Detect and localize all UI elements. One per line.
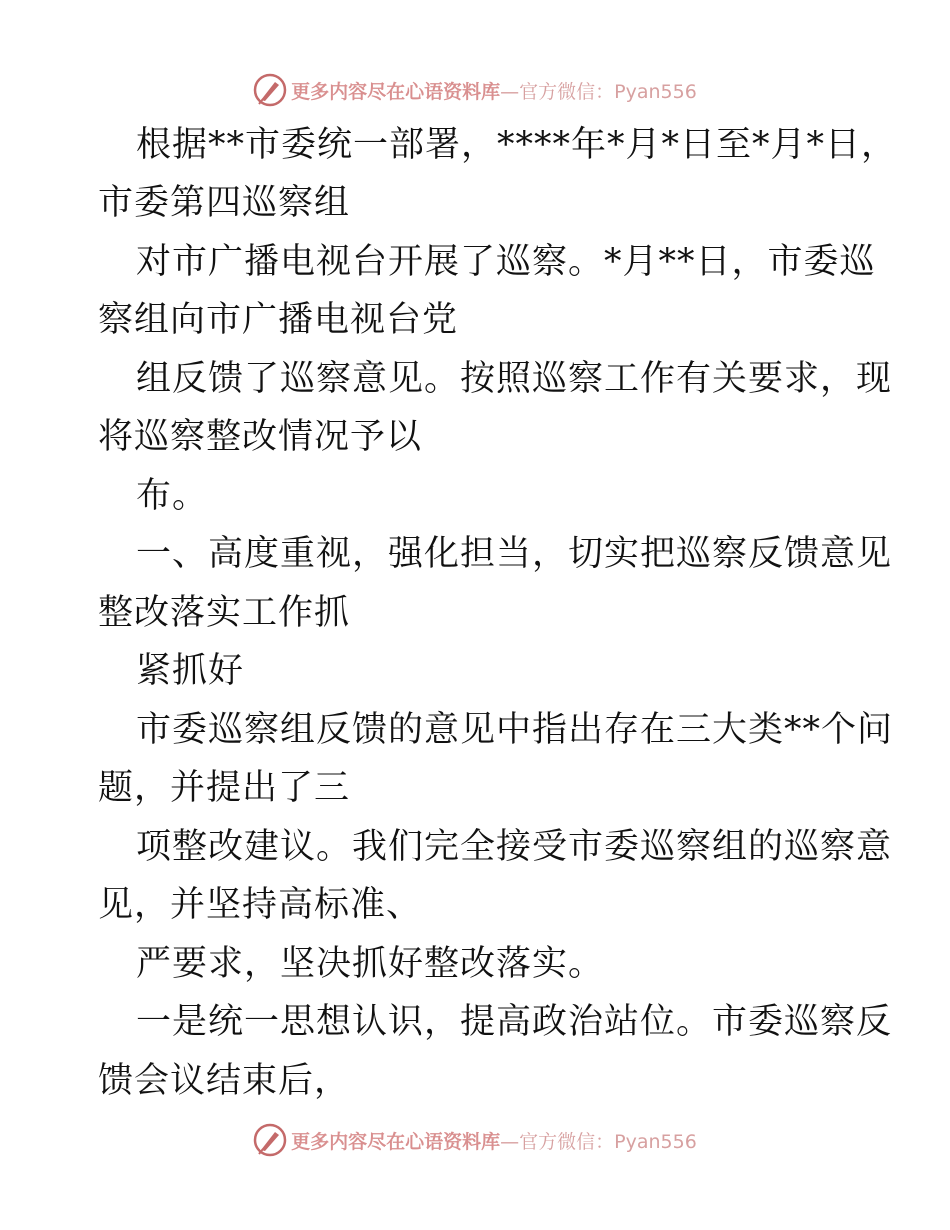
text-line: 严要求，坚决抓好整改落实。 (136, 944, 605, 984)
text-line: 市委第四巡察组 (98, 183, 351, 223)
watermark-brand: 更多内容尽在心语资料库 (291, 80, 501, 103)
text-line: 将巡察整改情况予以 (98, 417, 423, 457)
text-line: 馈会议结束后， (98, 1061, 351, 1101)
text-line: 组反馈了巡察意见。按照巡察工作有关要求，现 (136, 359, 893, 399)
footer-watermark (0, 1120, 950, 1160)
quill-pen-logo-icon (253, 1123, 287, 1157)
header-watermark (0, 70, 950, 110)
text-line: 见，并坚持高标准、 (98, 885, 423, 925)
text-line: 整改落实工作抓 (98, 593, 351, 633)
text-line: 一、高度重视，强化担当，切实把巡察反馈意见 (136, 534, 893, 574)
text-line: 题，并提出了三 (98, 768, 351, 808)
text-line: 根据**市委统一部署，****年*月*日至*月*日， (136, 125, 898, 165)
text-line: 项整改建议。我们完全接受市委巡察组的巡察意 (136, 827, 893, 867)
text-line: 紧抓好 (136, 651, 245, 691)
text-line: 一是统一思想认识，提高政治站位。市委巡察反 (136, 1002, 893, 1042)
watermark-contact: —官方微信：Pyan556 (500, 1130, 697, 1153)
text-line: 察组向市广播电视台党 (98, 300, 459, 340)
text-line: 布。 (136, 476, 209, 516)
watermark-contact: —官方微信：Pyan556 (500, 80, 697, 103)
text-line: 市委巡察组反馈的意见中指出存在三大类**个问 (136, 710, 894, 750)
watermark-brand: 更多内容尽在心语资料库 (291, 1130, 501, 1153)
quill-pen-logo-icon (253, 73, 287, 107)
text-line: 对市广播电视台开展了巡察。*月**日，市委巡 (136, 242, 876, 282)
